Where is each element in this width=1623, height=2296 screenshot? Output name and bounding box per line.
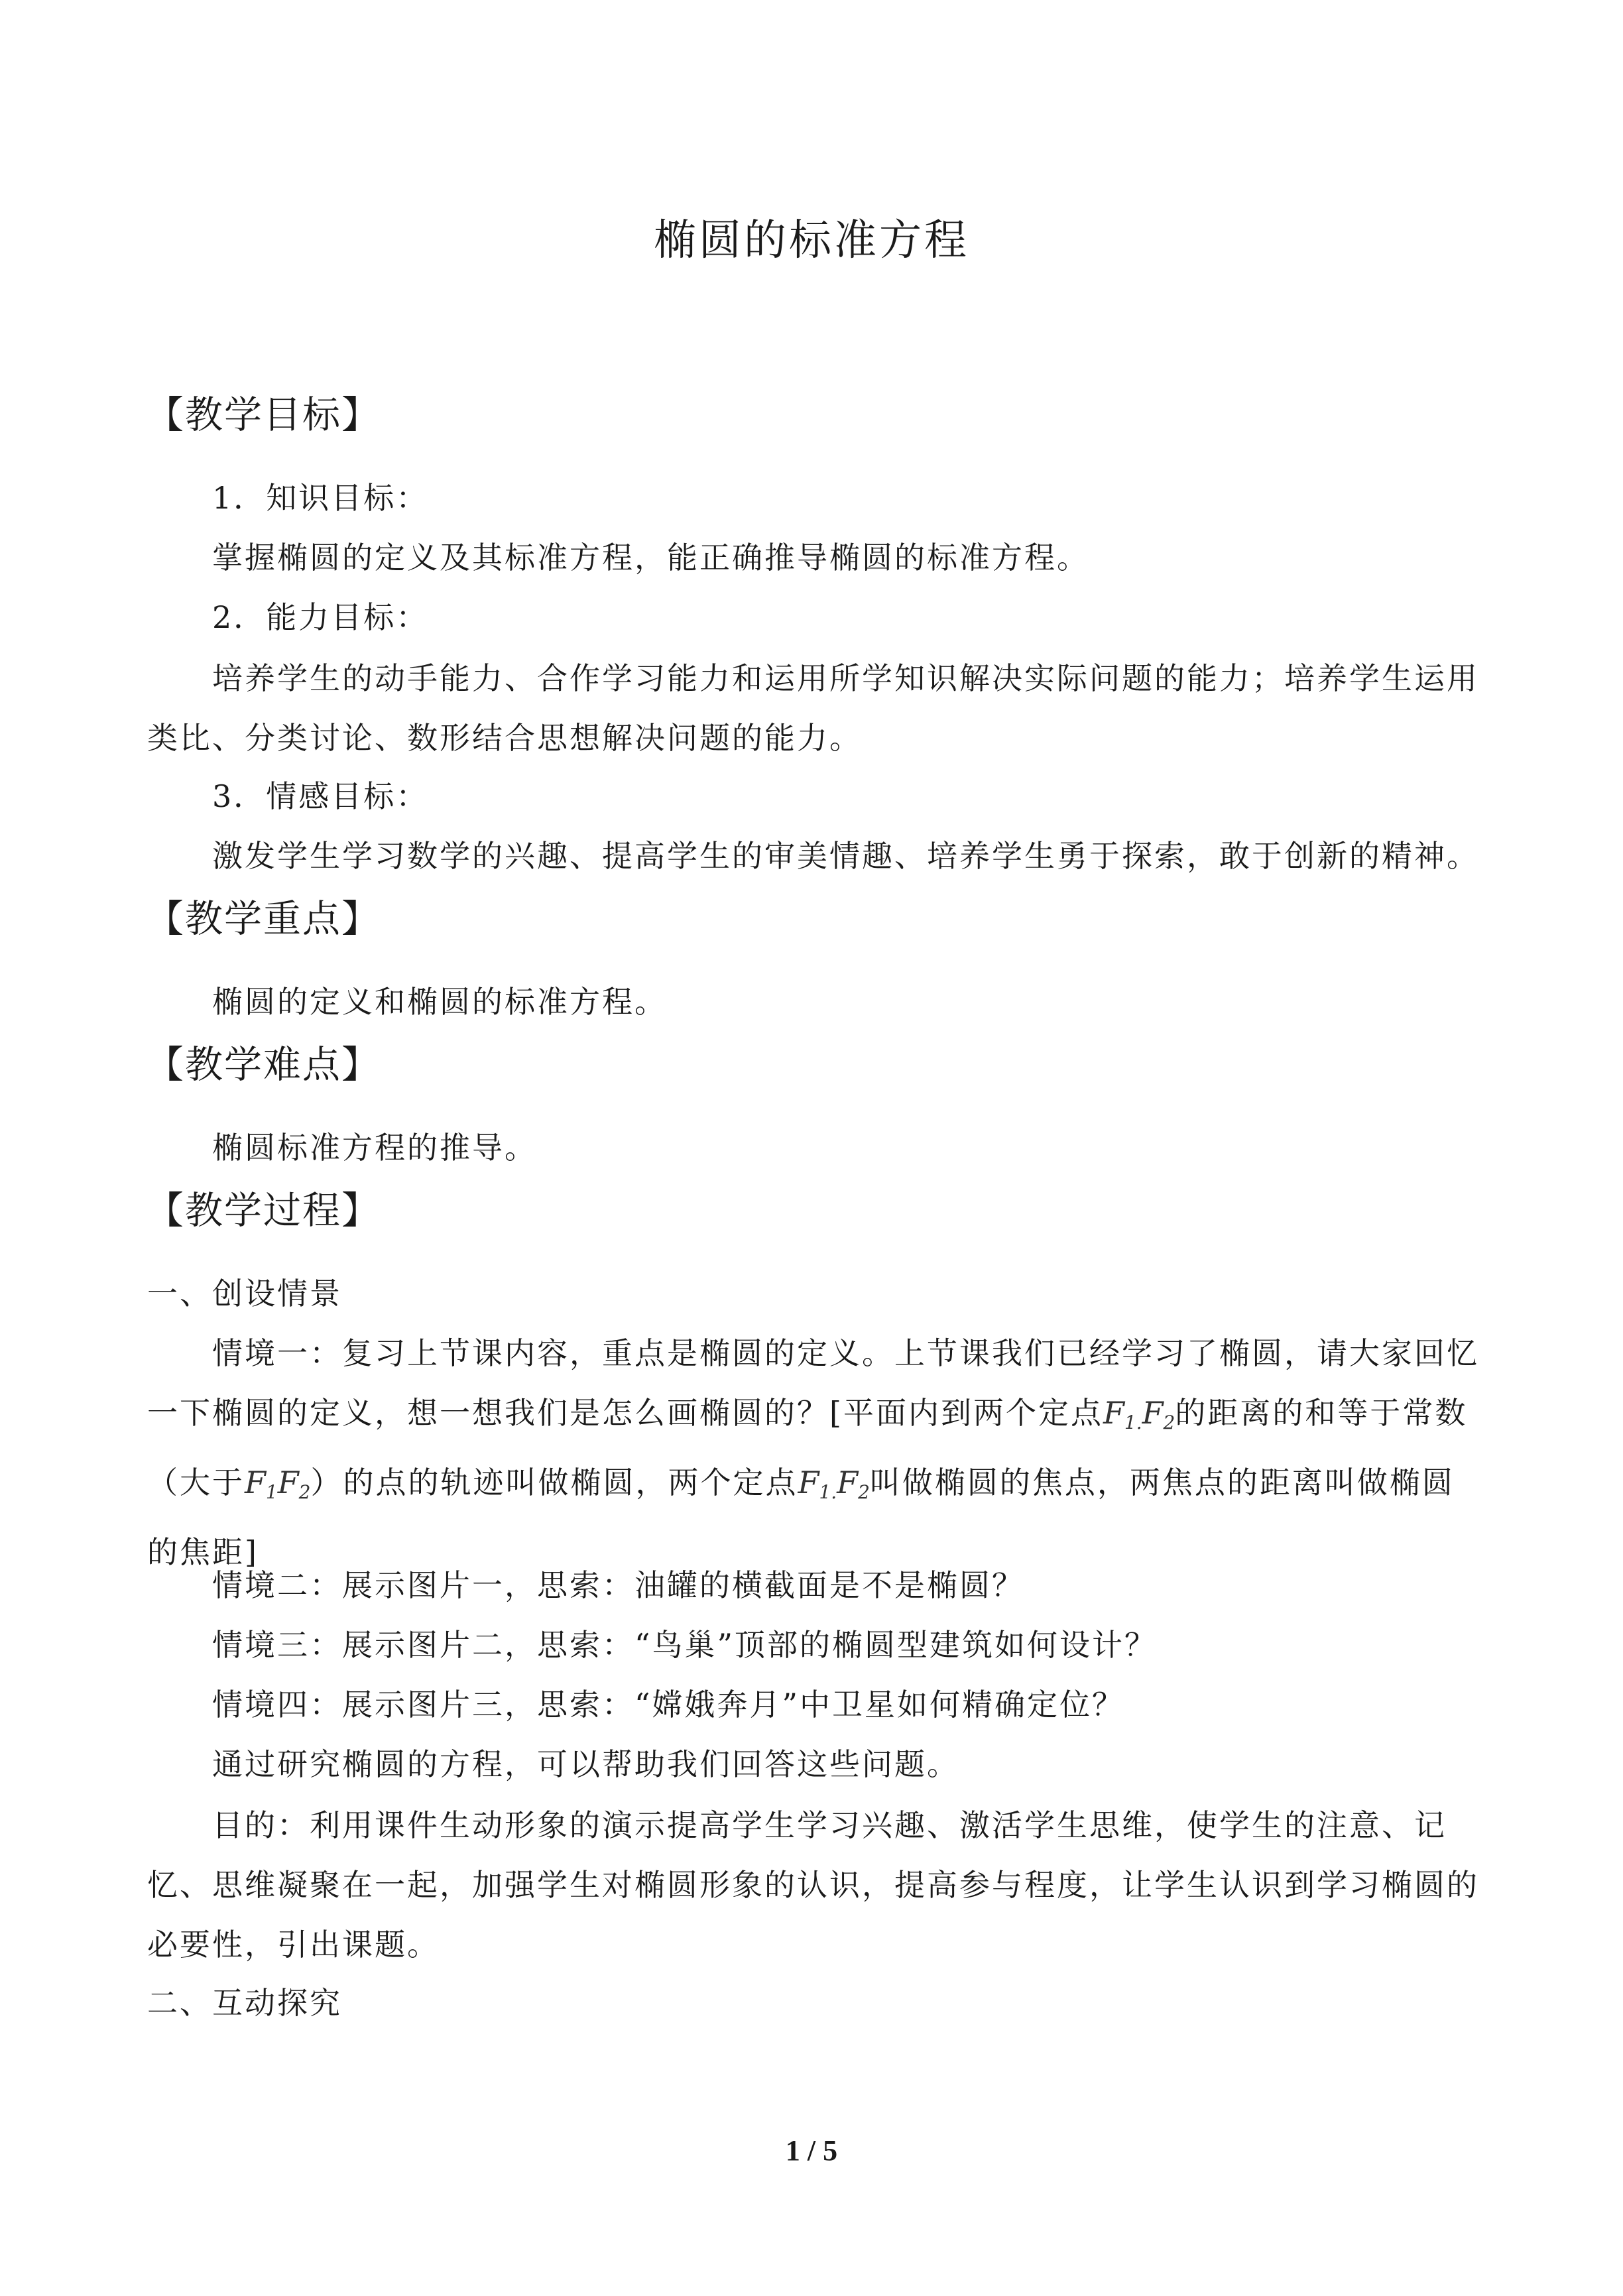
scene1-text-b: 的距离的和等于常数（大于 xyxy=(147,1395,1468,1500)
focus-f1-symbol-second: $F_{1.}$ xyxy=(798,1465,837,1503)
scene1-text-c: ）的点的轨迹叫做椭圆，两个定点 xyxy=(310,1465,798,1500)
conclusion-text: 通过研究椭圆的方程，可以帮助我们回答这些问题。 xyxy=(212,1746,959,1782)
knowledge-goal-label: 1．知识目标： xyxy=(212,480,429,516)
emotion-goal-label: 3．情感目标： xyxy=(212,778,429,814)
ability-goal-text: 培养学生的动手能力、合作学习能力和运用所学知识解决实际问题的能力；培养学生运用类比、分类讨论、数形结合思想解决问题的能力。 xyxy=(147,660,1479,756)
heading-objectives: 【教学目标】 xyxy=(146,393,381,437)
purpose-paragraph: 目的：利用课件生动形象的演示提高学生学习兴趣、激活学生思维，使学生的注意、记忆、思维凝聚在一起，加强学生对椭圆形象的认识，提高参与程度，让学生认识到学习椭圆的必要性，引出课题。 xyxy=(147,1807,1479,1963)
emotion-goal-text: 激发学生学习数学的兴趣、提高学生的审美情趣、培养学生勇于探索，敢于创新的精神。 xyxy=(212,838,1479,874)
focus-f2-symbol-second: $F_2$ xyxy=(837,1465,870,1503)
heading-keypoints: 【教学重点】 xyxy=(146,897,381,941)
heading-difficulties: 【教学难点】 xyxy=(146,1043,381,1087)
ability-goal-label: 2．能力目标： xyxy=(212,599,429,635)
scene1-paragraph xyxy=(147,1323,1486,1582)
scene2-text: 情境二：展示图片一，思索：油罐的横截面是不是椭圆？ xyxy=(212,1567,1024,1603)
scene1-text-d: 叫做椭圆的焦点，两焦点的距离叫做椭圆的焦距] xyxy=(147,1465,1455,1570)
focus-f1-symbol: $F_{1.}$ xyxy=(1103,1395,1142,1433)
scene4-text: 情境四：展示图片三，思索：“嫦娥奔月”中卫星如何精确定位？ xyxy=(212,1687,1125,1722)
focus-f2-symbol: $F_2$ xyxy=(1142,1395,1175,1433)
scene3-text: 情境三：展示图片二，思索：“鸟巢”顶部的椭圆型建筑如何设计？ xyxy=(212,1627,1158,1663)
part1-title: 一、创设情景 xyxy=(147,1276,342,1311)
difficulties-text: 椭圆标准方程的推导。 xyxy=(212,1130,537,1166)
page-number: 1 / 5 xyxy=(785,2134,838,2167)
keypoints-text: 椭圆的定义和椭圆的标准方程。 xyxy=(212,984,667,1020)
knowledge-goal-text: 掌握椭圆的定义及其标准方程，能正确推导椭圆的标准方程。 xyxy=(212,540,1089,575)
heading-process: 【教学过程】 xyxy=(146,1189,381,1233)
part2-title: 二、互动探究 xyxy=(147,1985,342,2021)
segment-f1f2-symbol: $F_1F_2$ xyxy=(245,1465,311,1503)
scene1-text-a: 情境一：复习上节课内容，重点是椭圆的定义。上节课我们已经学习了椭圆，请大家回忆一下椭圆的定义，想一想我们是怎么画椭圆的？[平面内到两个定点 xyxy=(147,1335,1479,1431)
document-title: 椭圆的标准方程 xyxy=(654,216,969,265)
